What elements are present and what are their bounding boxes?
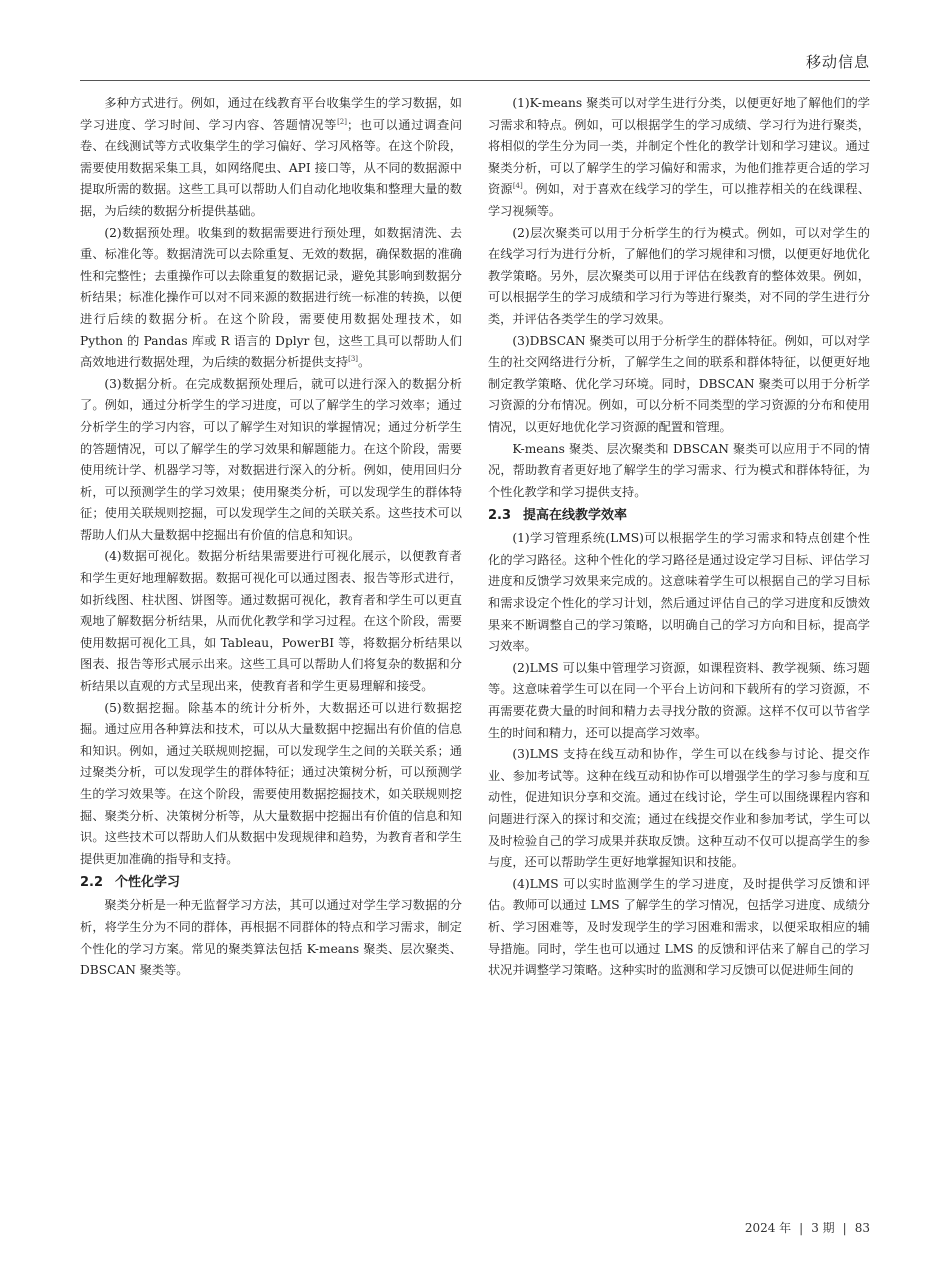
section-number: 2.3: [488, 508, 512, 524]
paragraph: (1)学习管理系统(LMS)可以根据学生的学习需求和特点创建个性化的学习路径。这种个性化的学习路径是通过设定学习目标、评估学习进度和反馈学习效果来完成的。这意味着学生可以根据自己的学习目标和需求设定个性化的学习计划，然后通过评估自己的学习进度和反馈效果来不断调整自己的学习策略，以明确自己的学习方向和目标，提高学习效率。: [488, 531, 870, 654]
left-column: [80, 93, 462, 982]
citation-ref[interactable]: [3]: [348, 355, 359, 364]
paragraph: (3)LMS 支持在线互动和协作，学生可以在线参与讨论、提交作业、参加考试等。这种在线互动和协作可以增强学生的学习参与度和互动性，促进知识分享和交流。通过在线讨论，学生可以围绕课程内容和问题进行深入的探讨和交流；通过在线提交作业和参加考试，学生可以及时检验自己的学习成果并获取反馈。这种互动不仅可以提高学生的参与度，还可以帮助学生更好地掌握知识和技能。: [488, 747, 870, 870]
footer-separator: |: [799, 1221, 804, 1235]
paragraph: (3)DBSCAN 聚类可以用于分析学生的群体特征。例如，可以对学生的社交网络进行分析，了解学生之间的联系和群体特征，以便更好地制定教学策略、优化学习环境。同时，DBSCAN 聚类可以用于分析学习资源的分布情况。例如，可以分析不同类型的学习资源的分布和使用情况，以更好地优化学习资源的配置和管理。: [488, 333, 870, 434]
issue-number: 3 期: [811, 1221, 835, 1235]
paragraph: 多种方式进行。例如，通过在线教育平台收集学生的学习数据，如学习进度、学习时间、学习内容、答题情况等[2]；也可以通过调查问卷、在线测试等方式收集学生的学习偏好、学习风格等。在这个阶段，需要使用数据采集工具，如网络爬虫、API 接口等，从不同的数据源中提取所需的数据。这些工具可以帮助人们自动化地收集和整理大量的数据，为后续的数据分析提供基础。: [80, 96, 463, 218]
header-divider: [80, 80, 870, 81]
journal-name: 移动信息: [805, 53, 870, 71]
paragraph: (2)数据预处理。收集到的数据需要进行预处理，如数据清洗、去重、标准化等。数据清洗可以去除重复、无效的数据，确保数据的准确性和完整性；去重操作可以去除重复的数据记录，避免其影响到数据分析结果；标准化操作可以对不同来源的数据进行统一标准的转换，以便进行后续的数据分析。在这个阶段，需要使用数据处理技术，如 Python 的 Pandas 库或 R 语言的 Dplyr 包，这些工具可以帮助人们高效地进行数据处理，为后续的数据分析提供支持[3]。: [80, 225, 462, 370]
paragraph: (2)LMS 可以集中管理学习资源，如课程资料、教学视频、练习题等。这意味着学生可以在同一个平台上访问和下载所有的学习资源，不再需要花费大量的时间和精力去寻找分散的资源。这样不仅可以节省学生的时间和精力，还可以提高学习效率。: [488, 660, 870, 740]
section-heading: [488, 506, 870, 525]
paragraph: (5)数据挖掘。除基本的统计分析外，大数据还可以进行数据挖掘。通过应用各种算法和技术，可以从大量数据中挖掘出有价值的信息和知识。例如，通过关联规则挖掘，可以发现学生之间的关联关系；通过聚类分析，可以发现学生的群体特征；通过决策树分析，可以预测学生的学习效果等。在这个阶段，需要使用数据挖掘技术，如关联规则挖掘、聚类分析、决策树分析等，从大量数据中挖掘出有价值的信息和知识。这些技术可以帮助人们从数据中发现规律和趋势，为教育者和学生提供更加准确的指导和支持。: [80, 700, 462, 866]
issue-year: 2024 年: [744, 1221, 792, 1235]
citation-ref[interactable]: [2]: [337, 117, 347, 126]
paragraph: 聚类分析是一种无监督学习方法，其可以通过对学生学习数据的分析，将学生分为不同的群体，再根据不同群体的特点和学习需求，制定个性化的学习方案。常见的聚类算法包括 K-means 聚类、层次聚类、DBSCAN 聚类等。: [80, 898, 462, 978]
section-title: 个性化学习: [115, 875, 181, 891]
section-title: 提高在线教学效率: [523, 508, 628, 524]
paragraph: (4)数据可视化。数据分析结果需要进行可视化展示，以便教育者和学生更好地理解数据。数据可视化可以通过图表、报告等形式进行，如折线图、柱状图、饼图等。通过数据可视化，教育者和学生可以更直观地了解数据分析结果，从而优化教学和学习过程。在这个阶段，需要使用数据可视化工具，如 Tableau，PowerBI 等，将数据分析结果以图表、报告等形式展示出来。这些工具可以帮助人们将复杂的数据和分析结果以直观的方式呈现出来，使教育者和学生更易理解和接受。: [80, 549, 462, 694]
page-footer: [745, 1219, 870, 1236]
paragraph: K-means 聚类、层次聚类和 DBSCAN 聚类可以应用于不同的情况，帮助教育者更好地了解学生的学习需求、行为模式和群体特征，为个性化教学和学习提供支持。: [488, 441, 870, 499]
paragraph: (2)层次聚类可以用于分析学生的行为模式。例如，可以对学生的在线学习行为进行分析，了解他们的学习规律和习惯，以便更好地优化教学策略。另外，层次聚类可以用于评估在线教育的整体效果。例如，可以根据学生的学习成绩和学习行为等进行聚类，对不同的学生进行分类，并评估各类学生的学习效果。: [488, 225, 870, 326]
section-number: 2.2: [80, 875, 104, 891]
right-column: [488, 93, 870, 982]
page-number: 83: [854, 1221, 870, 1235]
paragraph: (1)K-means 聚类可以对学生进行分类，以便更好地了解他们的学习需求和特点。例如，可以根据学生的学习成绩、学习行为进行聚类，将相似的学生分为同一类，并制定个性化的教学计划和学习建议。通过聚类分析，可以了解学生的学习偏好和需求，为他们推荐更合适的学习资源[4]。例如，对于喜欢在线学习的学生，可以推荐相关的在线课程、学习视频等。: [488, 96, 871, 218]
footer-separator: |: [842, 1221, 847, 1235]
citation-ref[interactable]: [4]: [512, 182, 523, 191]
paragraph: (4)LMS 可以实时监测学生的学习进度，及时提供学习反馈和评估。教师可以通过 LMS 了解学生的学习情况，包括学习进度、成绩分析、学习困难等，及时发现学生的学习困难和需求，以便采取相应的辅导措施。同时，学生也可以通过 LMS 的反馈和评估来了解自己的学习状况并调整学习策略。这种实时的监测和学习反馈可以促进师生间的: [488, 876, 870, 978]
section-heading: [80, 873, 462, 892]
paragraph: (3)数据分析。在完成数据预处理后，就可以进行深入的数据分析了。例如，通过分析学生的学习进度，可以了解学生的学习效率；通过分析学生的学习内容，可以了解学生对知识的掌握情况；通过分析学生的答题情况，可以了解学生的学习效果和解题能力。在这个阶段，需要使用统计学、机器学习等，对数据进行深入的分析。例如，使用回归分析，可以预测学生的学习效果；使用聚类分析，可以发现学生的群体特征；使用关联规则挖掘，可以发现学生之间的关联关系。这些技术可以帮助人们从大量数据中挖掘出有价值的信息和知识。: [80, 376, 462, 542]
